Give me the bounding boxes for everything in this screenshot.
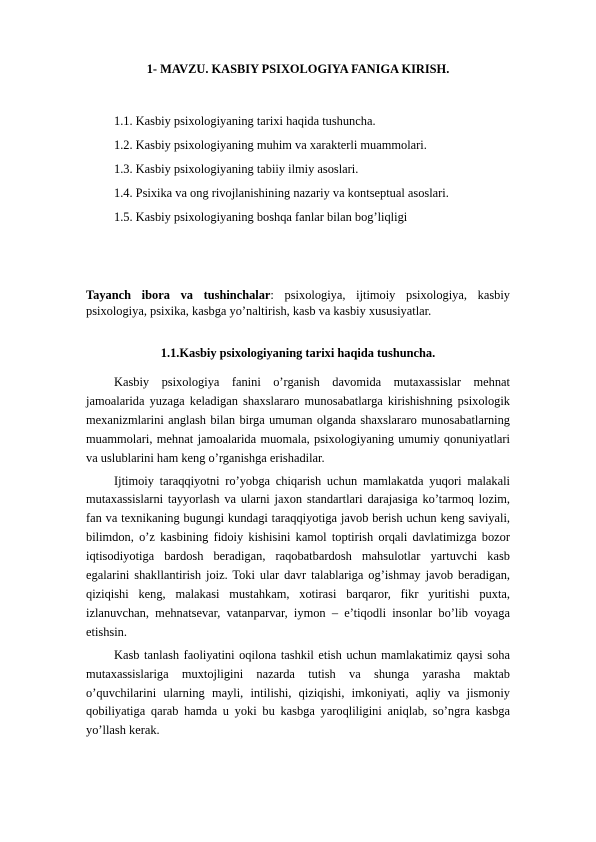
keywords-label: Tayanch ibora va tushinchalar <box>86 288 271 302</box>
body-paragraph: Kasbiy psixologiya fanini o’rganish davomida mutaxassislar mehnat jamoalarida yuzaga keladigan shaxslararo munosabatlarga kirishishning psixologik mexanizmlarini anglash bilan birga umuman olganda shaxslararo munosabatlarning muammolari, mehnat jamoalarida muomala, psixologiyaning umumiy qonuniyatlari va uslublarini ham keng o’rganishga erishadilar. <box>86 375 510 465</box>
toc-item: 1.5. Kasbiy psixologiyaning boshqa fanlar bilan bog’liqligi <box>114 210 408 224</box>
keywords-text: : psixologiya, ijtimoiy psixologiya, kasbiy psixologiya, psixika, kasbga yo’naltirish, kasb va kasbiy xususiyatlar. <box>86 288 510 318</box>
section-heading: 1.1.Kasbiy psixologiyaning tarixi haqida tushuncha. <box>160 346 436 360</box>
body-paragraph: Kasb tanlash faoliyatini oqilona tashkil etish uchun mamlakatimiz qaysi soha mutaxassislariga muxtojligini nazarda tutish va shunga yarasha maktab o’quvchilarini ularning mayli, intilishi, qiziqishi, imkoniyati, aqliy va jismoniy qobiliyatiga qarab hamda u yoki bu kasbga yaroqliligini aniqlab, so’ngra kasbga yo’llash kerak. <box>86 647 510 738</box>
toc-item: 1.1. Kasbiy psixologiyaning tarixi haqida tushuncha. <box>114 114 376 128</box>
section-body <box>86 373 510 744</box>
toc-item: 1.2. Kasbiy psixologiyaning muhim va xarakterli muammolari. <box>114 138 427 152</box>
table-of-contents <box>114 113 449 233</box>
keywords-paragraph <box>86 287 510 319</box>
document-title: 1- MAVZU. KASBIY PSIXOLOGIYA FANIGA KIRISH. <box>146 62 450 76</box>
toc-item: 1.3. Kasbiy psixologiyaning tabiiy ilmiy asoslari. <box>114 162 359 176</box>
toc-item: 1.4. Psixika va ong rivojlanishining nazariy va kontseptual asoslari. <box>114 186 449 200</box>
body-paragraph: Ijtimoiy taraqqiyotni ro’yobga chiqarish uchun mamlakatda yuqori malakali mutaxassislarni tayyorlash va ularni jaxon standartlari darajasiga ko’tarmoq lozim, fan va texnikaning bugungi kundagi taraqqiyotiga javob berish uchun keng saviyali, bilimdon, o’z kasbining fidoiy kishisini kamol toptirish orqali davlatimizga bozor iqtisodiyotiga bardosh beradigan, raqobatbardosh mahsulotlar yartuvchi kasb egalarini shakllantirish joiz. Toki ular davr talablariga og’ishmay javob beradigan, qiziqishi keng, malakasi mustahkam, xotirasi barqaror, fikr yuritishi puxta, izlanuvchan, mehnatsevar, vatanparvar, iymon – e’tiqodli insonlar bo’lib voyaga etishsin. <box>86 473 510 639</box>
